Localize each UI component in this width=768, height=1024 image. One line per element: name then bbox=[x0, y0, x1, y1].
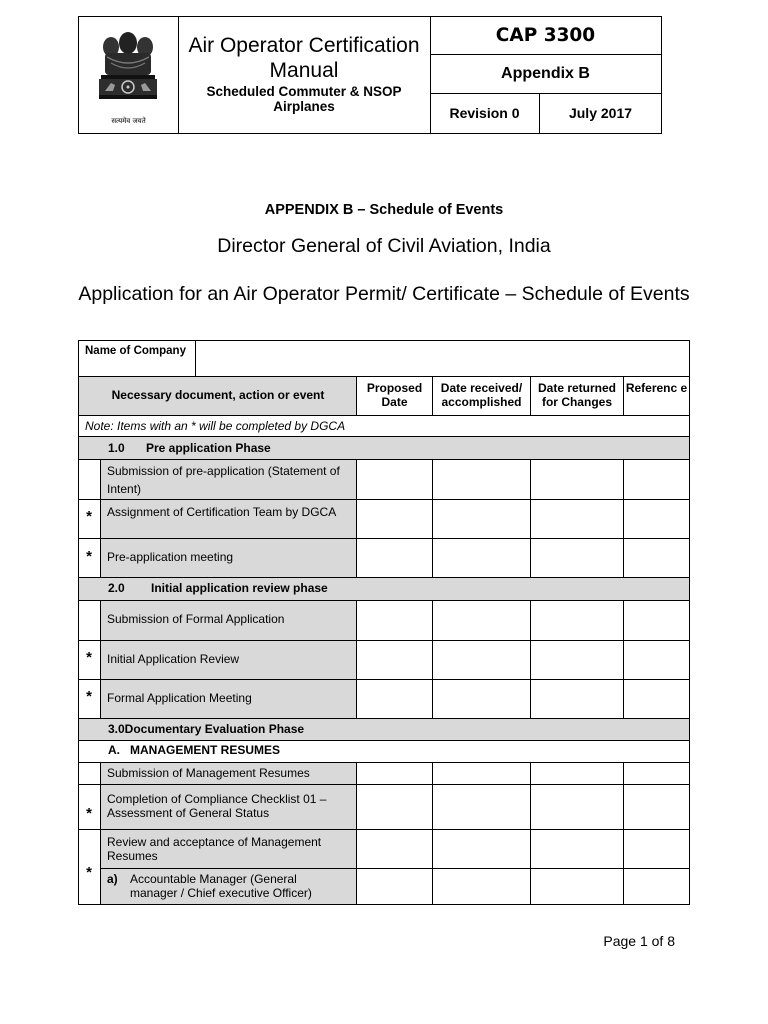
management-resumes-heading: A. MANAGEMENT RESUMES bbox=[108, 743, 281, 757]
appendix-label: Appendix B bbox=[430, 55, 661, 94]
phase2-number: 2.0 bbox=[108, 581, 125, 595]
form-title: Application for an Air Operator Permit/ Certificate – Schedule of Events bbox=[78, 283, 690, 305]
revision-date: July 2017 bbox=[568, 105, 633, 121]
column-header-date-returned: Date returned for Changes bbox=[537, 381, 617, 409]
event-row: Formal Application Meeting bbox=[107, 691, 252, 705]
event-row: Review and acceptance of Management Resumes bbox=[107, 835, 322, 863]
event-row: Submission of Formal Application bbox=[107, 612, 285, 626]
manual-title: Air Operator Certification Manual bbox=[188, 34, 420, 82]
document-code: CAP 3300 bbox=[430, 17, 661, 55]
event-row: Pre-application meeting bbox=[107, 550, 234, 564]
dgca-star: * bbox=[86, 805, 92, 822]
column-header-date-received: Date received/ accomplished bbox=[440, 381, 523, 409]
accountable-manager-item: Accountable Manager (General manager / Chief executive Officer) bbox=[130, 872, 312, 900]
item-a-marker: a) bbox=[107, 872, 118, 886]
event-row: Completion of Compliance Checklist 01 – Assessment of General Status bbox=[107, 792, 327, 820]
dgca-note: Note: Items with an * will be completed by DGCA bbox=[85, 419, 346, 433]
authority-heading: Director General of Civil Aviation, India bbox=[217, 235, 551, 257]
revision-label: Revision 0 bbox=[430, 94, 540, 133]
page-number: Page 1 of 8 bbox=[603, 933, 675, 949]
dgca-star: * bbox=[86, 548, 92, 565]
event-row: Submission of pre-application (Statement of Intent) bbox=[107, 464, 340, 496]
column-header-proposed-date: Proposed Date bbox=[366, 381, 423, 409]
column-header-event: Necessary document, action or event bbox=[111, 388, 325, 402]
phase1-number: 1.0 bbox=[108, 441, 125, 455]
phase1-label: Pre application Phase bbox=[146, 441, 271, 455]
dgca-star: * bbox=[86, 649, 92, 666]
dgca-star: * bbox=[86, 864, 92, 881]
dgca-star: * bbox=[86, 688, 92, 705]
dgca-star: * bbox=[86, 508, 92, 525]
event-row: Assignment of Certification Team by DGCA bbox=[107, 505, 337, 519]
appendix-heading: APPENDIX B – Schedule of Events bbox=[264, 202, 504, 218]
event-row: Initial Application Review bbox=[107, 652, 240, 666]
phase3-label: 3.0Documentary Evaluation Phase bbox=[108, 722, 305, 736]
phase2-label: Initial application review phase bbox=[151, 581, 328, 595]
company-name-field[interactable] bbox=[200, 344, 680, 372]
manual-subtitle: Scheduled Commuter & NSOP Airplanes bbox=[206, 84, 402, 114]
column-header-reference: Referenc e bbox=[625, 381, 688, 395]
emblem-motto: सत्यमेव जयते bbox=[111, 117, 146, 125]
event-row: Submission of Management Resumes bbox=[107, 766, 310, 780]
company-name-label: Name of Company bbox=[85, 345, 186, 357]
